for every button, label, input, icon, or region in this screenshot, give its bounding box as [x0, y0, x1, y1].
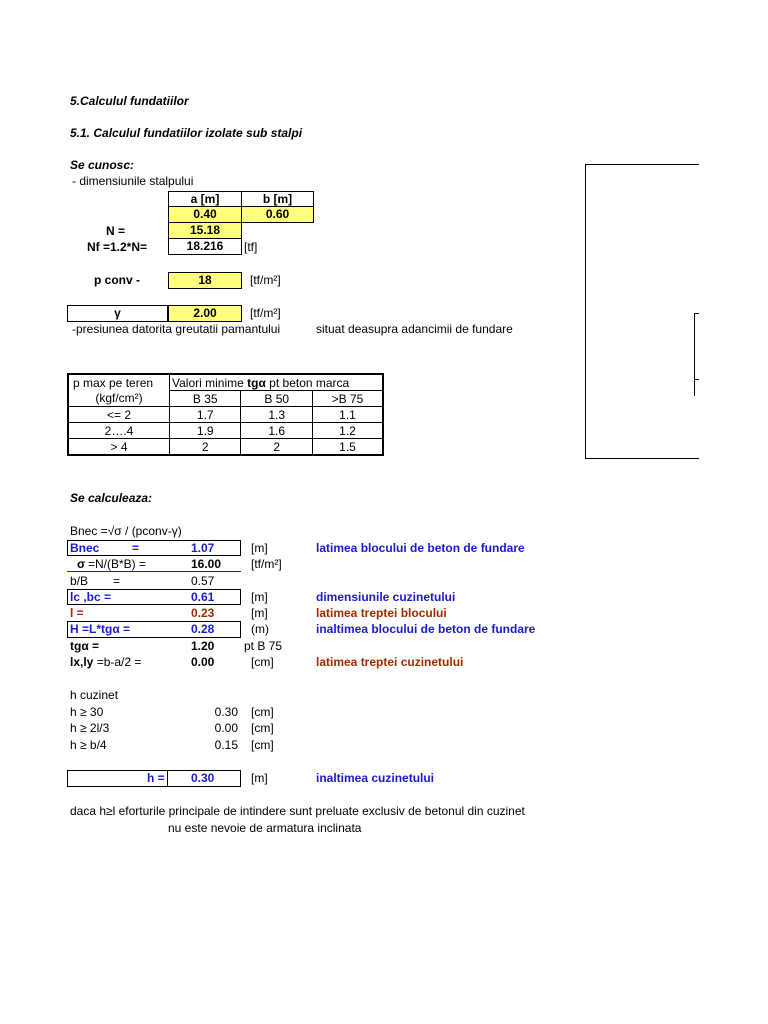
h-block-unit: (m) [251, 622, 269, 636]
column-dims-label: - dimensiunile stalpului [72, 174, 194, 188]
sigma-underline [67, 571, 241, 572]
lxly-label-bold: lx,ly [70, 655, 94, 669]
cuzinet-row-label: h ≥ b/4 [70, 738, 107, 752]
table-cell: 1.3 [241, 407, 312, 423]
lc-unit: [m] [251, 590, 268, 604]
table-header-main-bold: tgα [247, 375, 266, 390]
l-label: l = [70, 606, 84, 620]
sigma-label: σ [77, 557, 86, 571]
bnec-eq: = [132, 541, 140, 555]
sketch-tick [694, 378, 695, 396]
table-subheader: B 50 [241, 391, 312, 407]
table-cell: 1.2 [312, 423, 383, 439]
cuzinet-row-value: 0.15 [214, 738, 238, 752]
nf-unit: [tf] [244, 240, 258, 254]
table-subheader: B 35 [170, 391, 241, 407]
cuzinet-row-value: 0.00 [214, 721, 238, 735]
table-cell: 1.1 [312, 407, 383, 423]
gamma-value-cell[interactable]: 2.00 [168, 305, 242, 322]
bnec-value: 1.07 [191, 541, 215, 555]
bnec-label: Bnec [70, 541, 100, 555]
h-result-desc: inaltimea cuzinetului [316, 771, 435, 785]
h-block-desc: inaltimea blocului de beton de fundare [316, 622, 536, 636]
sketch-bracket [694, 313, 699, 380]
n-value-cell[interactable]: 15.18 [168, 222, 242, 239]
lxly-desc: latimea treptei cuzinetului [316, 655, 464, 669]
bnec-desc: latimea blocului de beton de fundare [316, 541, 525, 555]
tg-table [67, 373, 384, 456]
subsection-title: 5.1. Calculul fundatiilor izolate sub stalpi [70, 126, 303, 140]
gamma-unit: [tf/m²] [250, 306, 281, 320]
col-a-header: a [m] [168, 191, 242, 207]
l-value: 0.23 [191, 606, 215, 620]
h-block-label: H =L*tgα = [70, 622, 131, 636]
h-result-value: 0.30 [191, 771, 215, 785]
table-cell: 1.7 [170, 407, 241, 423]
pressure-note-1: -presiunea datorita greutatii pamantului [72, 322, 281, 336]
bb-eq: = [113, 574, 121, 588]
table-cell: 1.6 [241, 423, 312, 439]
sketch-frame [585, 164, 699, 459]
pconv-unit: [tf/m²] [250, 273, 281, 287]
table-row [68, 391, 383, 407]
l-unit: [m] [251, 606, 268, 620]
table-header-unit: (kgf/cm²) [68, 391, 170, 407]
table-header-p: p max pe teren [68, 374, 170, 391]
table-cell: 2….4 [68, 423, 170, 439]
table-cell: 1.9 [170, 423, 241, 439]
table-subheader: >B 75 [312, 391, 383, 407]
lxly-label [70, 655, 141, 669]
sigma-value: 16.00 [191, 557, 222, 571]
table-row [68, 439, 383, 456]
bnec-unit: [m] [251, 541, 268, 555]
cuzinet-row-label: h ≥ 2l/3 [70, 721, 110, 735]
lxly-unit: [cm] [251, 655, 274, 669]
table-header-main [170, 374, 384, 391]
note-line-1: daca h≥l eforturile principale de intindere sunt preluate exclusiv de betonul din cuzinet [70, 804, 525, 818]
cuzinet-row-unit: [cm] [251, 705, 274, 719]
cuzinet-row-value: 0.30 [214, 705, 238, 719]
lxly-value: 0.00 [191, 655, 215, 669]
table-cell: 1.5 [312, 439, 383, 456]
tg-label: tgα = [70, 639, 100, 653]
lxly-formula: =b-a/2 = [93, 655, 142, 669]
cuzinet-heading: h cuzinet [70, 688, 119, 702]
table-cell: 2 [170, 439, 241, 456]
note-line-2: nu este nevoie de armatura inclinata [168, 821, 362, 835]
cuzinet-row-label: h ≥ 30 [70, 705, 104, 719]
lc-desc: dimensiunile cuzinetului [316, 590, 456, 604]
known-heading: Se cunosc: [70, 158, 135, 172]
table-row [68, 423, 383, 439]
table-header-main-pre: Valori minime [172, 375, 248, 390]
table-cell: 2 [241, 439, 312, 456]
h-result-label: h = [147, 771, 165, 785]
nf-value-cell: 18.216 [168, 238, 242, 255]
sigma-unit: [tf/m²] [251, 557, 282, 571]
table-row [68, 374, 383, 391]
pressure-note-2: situat deasupra adancimii de fundare [316, 322, 513, 336]
b-value-cell[interactable]: 0.60 [241, 206, 314, 223]
h-block-value: 0.28 [191, 622, 215, 636]
col-b-header: b [m] [241, 191, 314, 207]
n-label: N = [106, 224, 126, 238]
lc-label: lc ,bc = [70, 590, 112, 604]
sigma-formula: =N/(B*B) = [88, 557, 147, 571]
a-value-cell[interactable]: 0.40 [168, 206, 242, 223]
pconv-label: p conv - [94, 273, 141, 287]
pconv-value-cell[interactable]: 18 [168, 272, 242, 289]
tg-unit: pt B 75 [244, 639, 283, 653]
gamma-label: γ [114, 306, 121, 320]
bb-label: b/B [70, 574, 89, 588]
cuzinet-row-unit: [cm] [251, 721, 274, 735]
table-cell: > 4 [68, 439, 170, 456]
calc-heading: Se calculeaza: [70, 491, 153, 505]
nf-label: Nf =1.2*N= [87, 240, 148, 254]
table-row [68, 407, 383, 423]
lc-value: 0.61 [191, 590, 215, 604]
table-header-main-post: pt beton marca [265, 375, 350, 390]
bb-value: 0.57 [191, 574, 215, 588]
tg-value: 1.20 [191, 639, 215, 653]
cuzinet-row-unit: [cm] [251, 738, 274, 752]
section-title: 5.Calculul fundatiilor [70, 94, 189, 108]
table-cell: <= 2 [68, 407, 170, 423]
bnec-formula: Bnec =√σ / (pconv-γ) [70, 524, 182, 538]
h-result-unit: [m] [251, 771, 268, 785]
l-desc: latimea treptei blocului [316, 606, 447, 620]
